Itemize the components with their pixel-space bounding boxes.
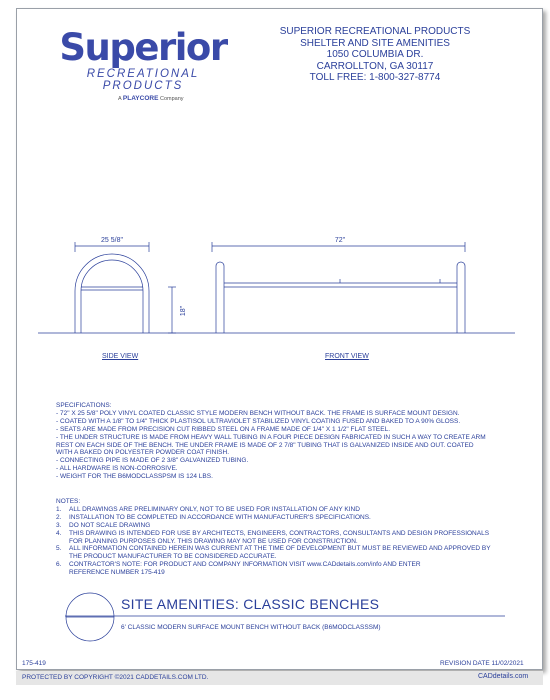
- note-number: 3.: [56, 521, 62, 529]
- revision-date: REVISION DATE 11/02/2021: [440, 660, 524, 667]
- note-item: [56, 514, 516, 522]
- note-text: DO NOT SCALE DRAWING: [69, 521, 151, 529]
- logo-subtitle: RECREATIONAL PRODUCTS: [86, 68, 200, 92]
- side-frame-inner: [81, 260, 143, 333]
- note-text-continued: THE PRODUCT MANUFACTURER TO BE CONSIDERED ACCURATE.: [69, 553, 277, 561]
- address-line: CARROLLTON, GA 30117: [316, 60, 434, 72]
- sheet-number: 175-419: [22, 660, 46, 667]
- specifications: [56, 402, 516, 481]
- note-number: 2.: [56, 513, 62, 521]
- side-view-label: SIDE VIEW: [102, 353, 139, 360]
- note-item: [56, 530, 516, 538]
- front-left-leg: [216, 262, 224, 333]
- note-text: ALL INFORMATION CONTAINED HEREIN WAS CURRENT AT THE TIME OF DEVELOPMENT BUT MUST BE REVIEWED AND APPROVED BY: [69, 545, 491, 553]
- note-item: [56, 561, 516, 569]
- side-view: [75, 242, 176, 333]
- note-text: THIS DRAWING IS INTENDED FOR USE BY ARCHITECTS, ENGINEERS, CONTRACTORS, CONSULTANTS AND DESIGN PROFESSIONALS: [69, 529, 490, 537]
- spec-line: - ALL HARDWARE IS NON-CORROSIVE.: [56, 465, 178, 473]
- spec-line: - COATED WITH A 1/8" TO 1/4" THICK PLASTISOL ULTRAVIOLET STABILIZED VINYL COATING FUSED AND BAKED TO A 90% GLOSS.: [56, 417, 461, 425]
- front-width-label: 72": [334, 237, 346, 244]
- spec-line: REST ON EACH SIDE OF THE BENCH. THE UNDER FRAME IS MADE OF 2 7/8" TUBING THAT IS GALVANIZED INSIDE AND OUT. COATED: [56, 441, 474, 449]
- note-number: 1.: [56, 505, 62, 513]
- side-frame-outer: [75, 254, 149, 333]
- side-height-label: 18": [180, 305, 187, 317]
- note-text: INSTALLATION TO BE COMPLETED IN ACCORDANCE WITH MANUFACTURER'S SPECIFICATIONS.: [69, 513, 371, 521]
- note-text: CONTRACTOR'S NOTE: FOR PRODUCT AND COMPANY INFORMATION VISIT www.CADdetails.com/info AND ENTER: [69, 561, 421, 569]
- spec-line: WITH A BAKED ON POLYESTER POWDER COAT FINISH.: [56, 449, 229, 457]
- copyright-notice: PROTECTED BY COPYRIGHT ©2021 CADDETAILS.COM LTD.: [22, 674, 209, 681]
- note-text-continued: FOR PLANNING PURPOSES ONLY. THIS DRAWING MAY NOT BE USED FOR CONSTRUCTION.: [69, 537, 358, 545]
- drawing-title: SITE AMENITIES: CLASSIC BENCHES: [121, 596, 380, 612]
- notes: [56, 498, 516, 577]
- front-right-leg: [457, 262, 465, 333]
- address-line: SUPERIOR RECREATIONAL PRODUCTS: [279, 26, 471, 37]
- address-line: 1050 COLUMBIA DR.: [326, 49, 424, 61]
- note-item: [56, 522, 516, 530]
- spec-line: - CONNECTING PIPE IS MADE OF 2 3/8" GALVANIZED TUBING.: [56, 457, 249, 465]
- note-item: [56, 506, 516, 514]
- note-text: ALL DRAWINGS ARE PRELIMINARY ONLY, NOT TO BE USED FOR INSTALLATION OF ANY KIND: [69, 505, 360, 513]
- drawing-subtitle: 6' CLASSIC MODERN SURFACE MOUNT BENCH WITHOUT BACK (B6MODCLASSSM): [121, 624, 381, 631]
- front-view-label: FRONT VIEW: [325, 353, 369, 360]
- address-line: SHELTER AND SITE AMENITIES: [300, 37, 450, 49]
- note-text-continued: REFERENCE NUMBER 175-419: [69, 569, 165, 577]
- caddetails-brand[interactable]: CADdetails.com: [478, 673, 529, 680]
- side-width-label: 25 5/8": [101, 237, 123, 244]
- note-number: 4.: [56, 529, 62, 537]
- playcore-logo: PLAYCORE: [122, 95, 159, 102]
- spec-line: - 72" X 25 5/8" POLY VINYL COATED CLASSIC STYLE MODERN BENCH WITHOUT BACK. THE FRAME IS SURFACE MOUNT DESIGN.: [56, 409, 460, 417]
- spec-line: - SEATS ARE MADE FROM PRECISION CUT RIBBED STEEL ON A FRAME MADE OF 1/4" X 1 1/2" FLAT STEEL.: [56, 425, 391, 433]
- logo-tag-suffix: Company: [159, 96, 184, 102]
- front-view: [212, 242, 465, 333]
- logo-name: Superior: [59, 26, 227, 69]
- spec-line: - THE UNDER STRUCTURE IS MADE FROM HEAVY WALL TUBING IN A FOUR PIECE DESIGN FABRICATED IN SUCH A WAY TO CREATE ARM: [56, 433, 486, 441]
- logo-tag-prefix: A: [118, 96, 122, 102]
- note-number: 6.: [56, 561, 62, 569]
- address-line: TOLL FREE: 1-800-327-8774: [309, 72, 441, 84]
- specs-heading: SPECIFICATIONS:: [56, 402, 112, 409]
- spec-line: - WEIGHT FOR THE B6MODCLASSPSM IS 124 LBS.: [56, 473, 213, 481]
- note-number: 5.: [56, 545, 62, 553]
- note-item: [56, 545, 516, 553]
- notes-heading: NOTES:: [56, 498, 81, 505]
